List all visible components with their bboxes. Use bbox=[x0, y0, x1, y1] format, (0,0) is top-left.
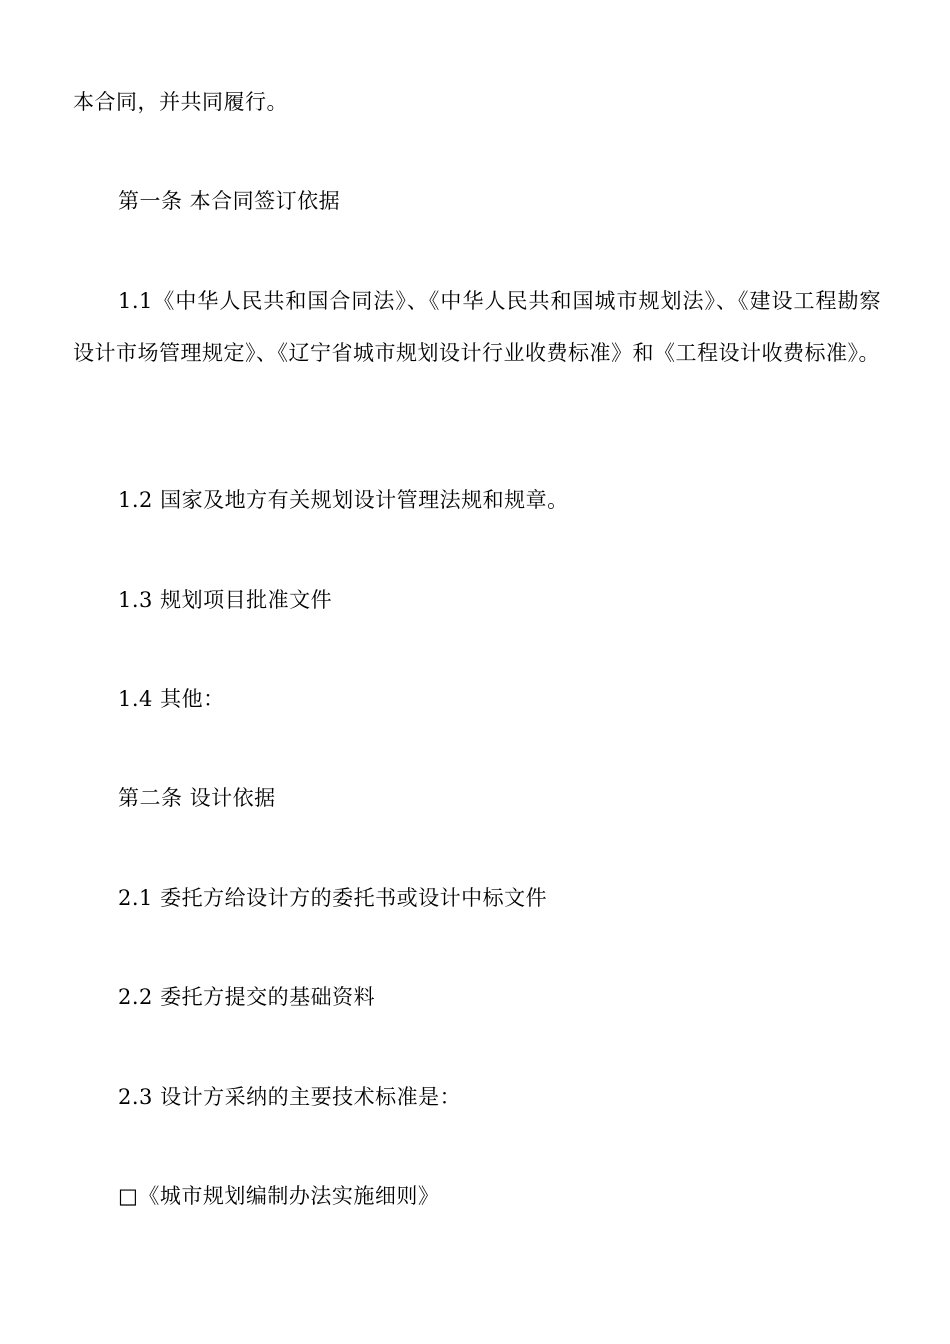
standard-checkbox-item: □《城市规划编制办法实施细则》 bbox=[118, 1184, 440, 1208]
clause-1-4: 1.4 其他： bbox=[118, 687, 225, 711]
paragraph-continuation: 本合同，并共同履行。 bbox=[73, 90, 288, 114]
clause-2-1: 2.1 委托方给设计方的委托书或设计中标文件 bbox=[118, 886, 548, 910]
clause-1-1: 1.1《中华人民共和国合同法》、《中华人民共和国城市规划法》、《建设工程勘察设计市场管理规定》、《辽宁省城市规划设计行业收费标准》和《工程设计收费标准》。 bbox=[73, 289, 881, 365]
article-2-heading: 第二条 设计依据 bbox=[118, 786, 276, 810]
clause-1-3: 1.3 规划项目批准文件 bbox=[118, 588, 333, 612]
clause-2-3: 2.3 设计方采纳的主要技术标准是： bbox=[118, 1085, 462, 1109]
clause-2-2: 2.2 委托方提交的基础资料 bbox=[118, 985, 376, 1009]
clause-1-2: 1.2 国家及地方有关规划设计管理法规和规章。 bbox=[118, 488, 569, 512]
article-1-heading: 第一条 本合同签订依据 bbox=[118, 189, 341, 213]
